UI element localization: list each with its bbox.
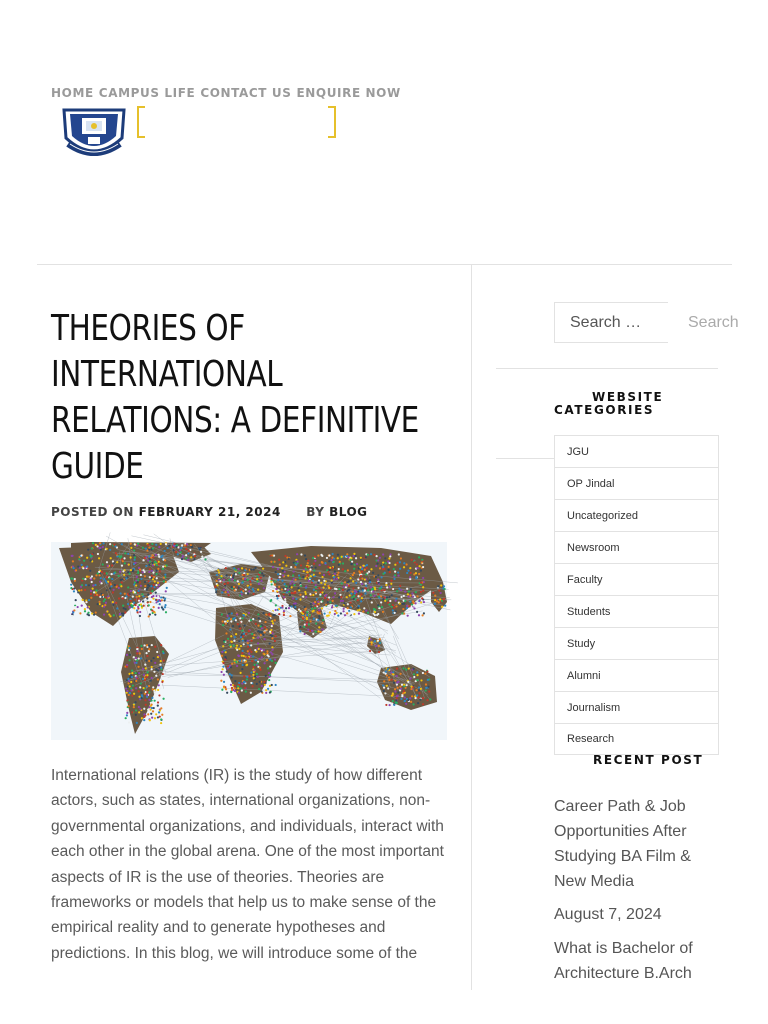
- header-divider: [37, 264, 732, 265]
- posted-on-label: POSTED ON: [51, 505, 134, 519]
- post-intro-paragraph: International relations (IR) is the study of how different actors, such as states, international organizations, non-governmental organizations, and individuals, interact with each other in the global arena. One of the most important aspects of IR is the use of theories. Theories are frameworks or models that help us to make sense of the empirical reality and to generate hypotheses and predictions. In this blog, we will introduce some of the: [51, 767, 444, 962]
- frame-corner: [328, 136, 334, 138]
- hero-world-map-image: [51, 542, 447, 740]
- category-journalism[interactable]: Journalism: [554, 691, 719, 723]
- column-divider: [471, 265, 472, 990]
- post-meta: [51, 505, 368, 519]
- sidebar-divider: [496, 458, 554, 459]
- recent-post-link[interactable]: Career Path & Job Opportunities After Studying BA Film & New Media: [554, 798, 691, 890]
- nav-campus-life[interactable]: CAMPUS LIFE: [98, 86, 196, 100]
- categories-list: [554, 435, 719, 755]
- category-jgu[interactable]: JGU: [554, 435, 719, 467]
- search-input[interactable]: [554, 302, 668, 343]
- category-faculty[interactable]: Faculty: [554, 563, 719, 595]
- post-date-link[interactable]: FEBRUARY 21, 2024: [138, 505, 281, 519]
- recent-post-heading: RECENT POST: [593, 753, 704, 767]
- sidebar-divider: [496, 368, 718, 369]
- category-newsroom[interactable]: Newsroom: [554, 531, 719, 563]
- category-alumni[interactable]: Alumni: [554, 659, 719, 691]
- category-uncategorized[interactable]: Uncategorized: [554, 499, 719, 531]
- logo-wordmark-frame: [137, 106, 336, 138]
- by-label: BY: [306, 505, 325, 519]
- university-crest-logo[interactable]: [60, 104, 128, 162]
- categories-heading-line-1: WEBSITE: [592, 390, 664, 404]
- recent-post-date: August 7, 2024: [554, 906, 662, 923]
- nav-home[interactable]: HOME: [51, 86, 94, 100]
- search-button[interactable]: Search: [676, 302, 718, 343]
- category-op-jindal[interactable]: OP Jindal: [554, 467, 719, 499]
- post-author-link[interactable]: BLOG: [329, 505, 368, 519]
- post-title: THEORIES OF INTERNATIONAL RELATIONS: A DEFINITIVE GUIDE: [51, 308, 419, 487]
- category-research[interactable]: Research: [554, 723, 719, 755]
- nav-contact-us[interactable]: CONTACT US: [200, 86, 292, 100]
- categories-heading-line-2: CATEGORIES: [554, 403, 655, 417]
- frame-corner: [328, 106, 334, 108]
- main-navigation: [51, 86, 401, 100]
- nav-enquire-now[interactable]: ENQUIRE NOW: [296, 86, 401, 100]
- recent-post-link[interactable]: What is Bachelor of Architecture B.Arch: [554, 940, 693, 982]
- category-study[interactable]: Study: [554, 627, 719, 659]
- category-students[interactable]: Students: [554, 595, 719, 627]
